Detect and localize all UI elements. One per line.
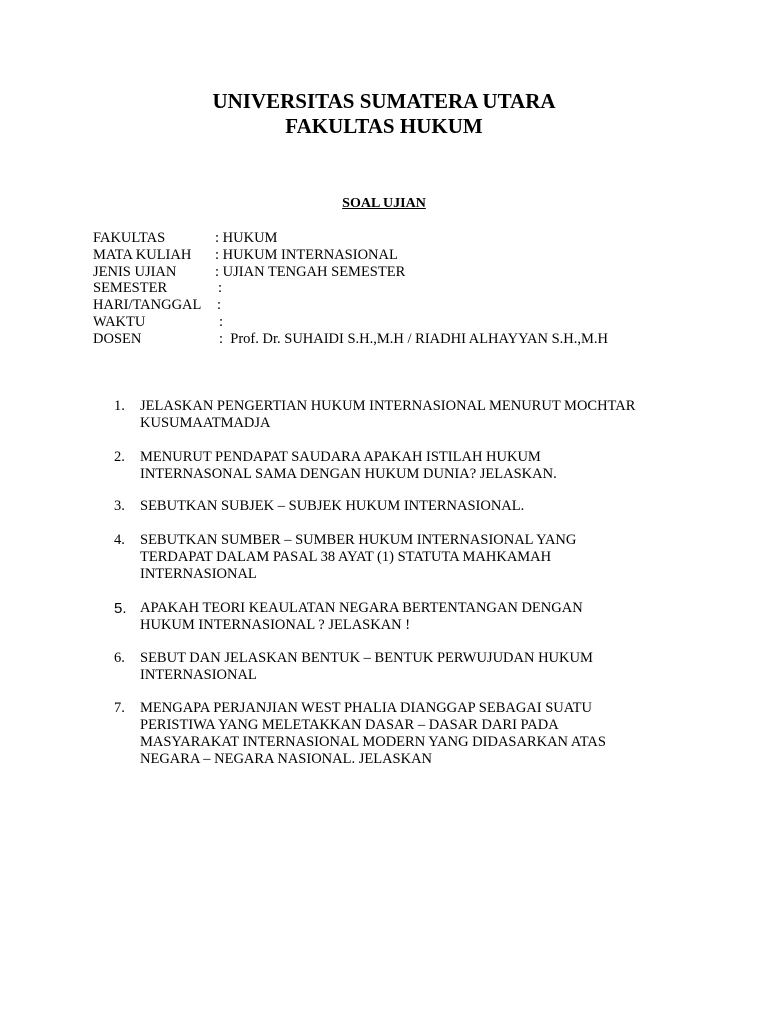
info-label: WAKTU	[93, 313, 146, 330]
question-line: MASYARAKAT INTERNASIONAL MODERN YANG DIDASARKAN ATAS	[140, 734, 606, 750]
info-label: HARI/TANGGAL	[93, 297, 202, 314]
question-4	[114, 532, 676, 583]
question-1	[114, 398, 676, 432]
question-line: SEBUTKAN SUMBER – SUMBER HUKUM INTERNASIONAL YANG	[140, 532, 577, 548]
question-line: SEBUTKAN SUBJEK – SUBJEK HUKUM INTERNASIONAL.	[140, 498, 525, 514]
question-line: HUKUM INTERNASIONAL ? JELASKAN !	[140, 617, 411, 633]
info-label: SEMESTER	[93, 280, 168, 297]
info-value: : HUKUM	[215, 230, 278, 246]
question-text	[140, 398, 676, 432]
question-text	[140, 498, 676, 515]
exam-heading: SOAL UJIAN	[342, 196, 426, 211]
question-text	[140, 532, 676, 583]
question-6	[114, 650, 676, 684]
question-line: MENGAPA PERJANJIAN WEST PHALIA DIANGGAP SEBAGAI SUATU	[140, 700, 592, 716]
question-line: INTERNASIONAL	[140, 667, 257, 683]
question-line: SEBUT DAN JELASKAN BENTUK – BENTUK PERWUJUDAN HUKUM	[140, 650, 593, 666]
question-number: 7.	[114, 700, 125, 716]
question-5	[114, 600, 676, 634]
info-label: MATA KULIAH	[93, 246, 192, 263]
info-label: DOSEN	[93, 330, 142, 347]
info-value: :	[219, 313, 224, 330]
faculty-title: FAKULTAS HUKUM	[285, 114, 483, 138]
info-label: JENIS UJIAN	[93, 263, 177, 280]
question-text	[140, 700, 676, 768]
question-number: 6.	[114, 650, 125, 666]
question-number: 2.	[114, 449, 125, 465]
question-line: APAKAH TEORI KEAULATAN NEGARA BERTENTANGAN DENGAN	[140, 600, 583, 616]
question-2	[114, 449, 676, 483]
question-number: 4.	[114, 532, 125, 548]
question-line: INTERNASONAL SAMA DENGAN HUKUM DUNIA? JELASKAN.	[140, 466, 557, 482]
question-line: INTERNASIONAL	[140, 566, 257, 582]
question-number: 3.	[114, 498, 125, 514]
question-text	[140, 449, 676, 483]
question-number: 5.	[114, 600, 127, 617]
question-number: 1.	[114, 398, 125, 414]
question-text	[140, 650, 676, 684]
info-value: :	[218, 280, 223, 297]
info-value: : UJIAN TENGAH SEMESTER	[215, 263, 406, 280]
university-title: UNIVERSITAS SUMATERA UTARA	[212, 89, 556, 113]
question-line: PERISTIWA YANG MELETAKKAN DASAR – DASAR DARI PADA	[140, 717, 559, 733]
question-line: KUSUMAATMADJA	[140, 415, 271, 431]
question-7	[114, 700, 676, 768]
info-label: FAKULTAS	[93, 230, 166, 246]
info-value: : Prof. Dr. SUHAIDI S.H.,M.H / RIADHI ALHAYYAN S.H.,M.H	[219, 330, 608, 347]
question-3	[114, 498, 676, 515]
info-value: : HUKUM INTERNASIONAL	[215, 246, 398, 263]
info-value: :	[217, 297, 222, 314]
question-line: MENURUT PENDAPAT SAUDARA APAKAH ISTILAH HUKUM	[140, 449, 541, 465]
question-line: NEGARA – NEGARA NASIONAL. JELASKAN	[140, 751, 433, 767]
question-line: JELASKAN PENGERTIAN HUKUM INTERNASIONAL MENURUT MOCHTAR	[140, 398, 636, 414]
question-text	[140, 600, 676, 634]
question-line: TERDAPAT DALAM PASAL 38 AYAT (1) STATUTA MAHKAMAH	[140, 549, 552, 565]
